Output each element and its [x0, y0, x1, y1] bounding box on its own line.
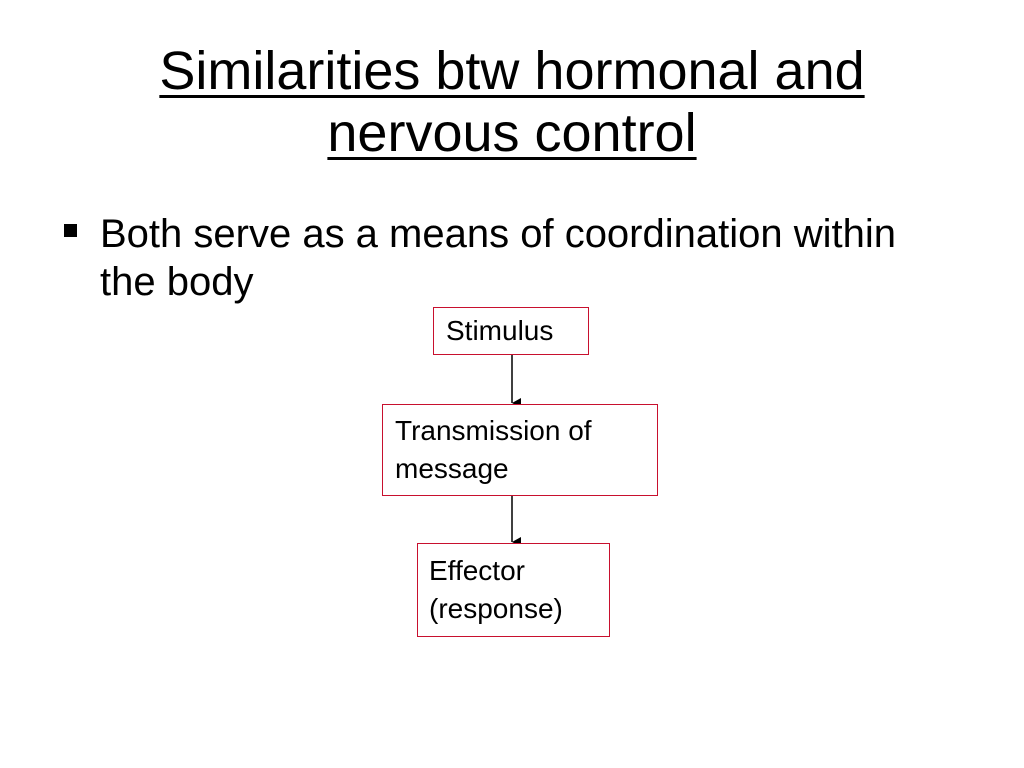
title-line-1: Similarities btw hormonal and [159, 41, 865, 101]
flow-box-stimulus [433, 307, 589, 355]
flow-box-stimulus-line-1: Stimulus [446, 315, 554, 346]
flow-box-transmission-line-1: Transmission of [395, 415, 592, 446]
title-line-2: nervous control [327, 103, 697, 163]
flow-box-effector-line-2: (response) [429, 593, 563, 624]
bullet-text: Both serve as a means of coordination within the body [100, 212, 896, 304]
flow-box-transmission [382, 404, 658, 496]
flow-box-effector-line-1: Effector [429, 555, 525, 586]
flow-box-effector [417, 543, 610, 637]
flow-box-transmission-line-2: message [395, 453, 509, 484]
